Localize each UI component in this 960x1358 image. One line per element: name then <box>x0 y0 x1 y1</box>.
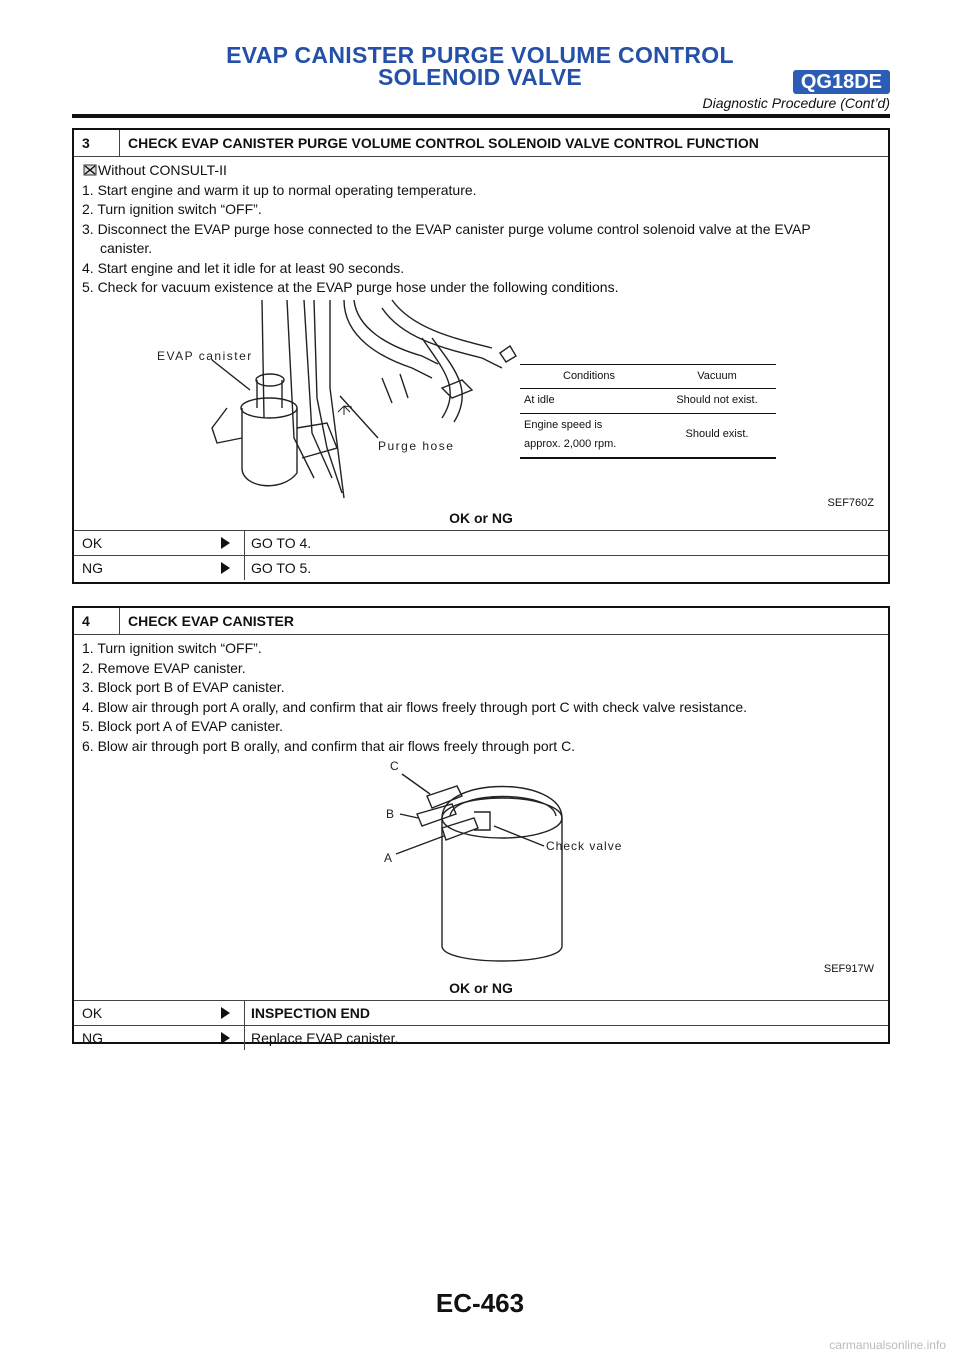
step-3-number: 3 <box>74 130 120 156</box>
result-key: NG <box>82 1030 103 1046</box>
step-3-line-2: 2. Turn ignition switch “OFF”. <box>82 201 262 217</box>
evap-canister-label: EVAP canister <box>157 348 253 363</box>
engine-code-badge: QG18DE <box>793 70 890 94</box>
canister-ports-illustration <box>82 756 882 980</box>
step-3-line-5: 5. Check for vacuum existence at the EVAP purge hose under the following conditions. <box>82 279 619 295</box>
step-3-result-ok <box>74 530 888 555</box>
step-4-body <box>74 635 888 980</box>
page-title-line1: EVAP CANISTER PURGE VOLUME CONTROL <box>226 42 734 68</box>
step-4-number: 4 <box>74 608 120 634</box>
step-4-line-2: 2. Remove EVAP canister. <box>82 659 246 676</box>
result-key: OK <box>82 1005 103 1021</box>
step-4-line-1: 1. Turn ignition switch “OFF”. <box>82 640 262 656</box>
step-4-ok-or-ng: OK or NG <box>449 980 513 996</box>
consult-mode-line <box>82 161 880 181</box>
page-number: EC-463 <box>435 1288 525 1318</box>
result-value: GO TO 5. <box>244 556 311 580</box>
figure-code-sef760z: SEF760Z <box>827 496 874 509</box>
vacuum-at-idle: Should not exist. <box>676 394 758 406</box>
figure-code-sef917w: SEF917W <box>823 963 874 975</box>
step-3-line-3b: canister. <box>100 240 153 256</box>
arrow-right-icon <box>221 562 230 574</box>
port-b-label: B <box>386 807 395 821</box>
step-3-ok-or-ng: OK or NG <box>449 509 513 526</box>
footer-watermark: carmanualsonline.info <box>829 1338 946 1352</box>
cond-2000rpm-line1: Engine speed is <box>524 418 603 431</box>
check-valve-label: Check valve <box>546 839 623 853</box>
arrow-right-icon <box>221 1032 230 1044</box>
section-subtitle: Diagnostic Procedure (Cont’d) <box>702 95 890 111</box>
step-3-result-ng <box>74 555 888 580</box>
vacuum-2000rpm: Should exist. <box>685 428 749 441</box>
result-value: INSPECTION END <box>244 1001 370 1025</box>
no-consult-icon <box>82 163 98 177</box>
step-3-line-3: 3. Disconnect the EVAP purge hose connected to the EVAP canister purge volume control solenoid valve at the EVAP <box>82 220 811 237</box>
step-4-title: CHECK EVAP CANISTER <box>128 613 294 629</box>
cond-2000rpm-line2: approx. 2,000 rpm. <box>524 438 617 450</box>
vacuum-header: Vacuum <box>697 369 737 382</box>
step-4-result-ng <box>74 1025 888 1050</box>
header-rule <box>72 114 890 118</box>
step-4-line-5: 5. Block port A of EVAP canister. <box>82 718 284 734</box>
evap-canister-hose-figure <box>82 298 880 510</box>
conditions-header: Conditions <box>563 369 615 382</box>
step-4-line-3: 3. Block port B of EVAP canister. <box>82 679 285 695</box>
cond-at-idle: At idle <box>524 394 555 406</box>
step-4-header <box>74 608 888 635</box>
arrow-right-icon <box>221 537 230 549</box>
result-value: Replace EVAP canister. <box>244 1026 398 1050</box>
result-key: OK <box>82 534 103 551</box>
step-4-line-4: 4. Blow air through port A orally, and confirm that air flows freely through port C with check valve resistance. <box>82 698 748 715</box>
step-4-result-ok <box>74 1000 888 1025</box>
step-4-block <box>72 606 890 1044</box>
cond-2000rpm <box>520 413 658 458</box>
step-3-line-1: 1. Start engine and warm it up to normal operating temperature. <box>82 181 477 198</box>
step-3-body <box>74 157 888 510</box>
port-c-label: C <box>390 759 399 773</box>
result-key: NG <box>82 559 103 576</box>
consult-mode-label: Without CONSULT-II <box>98 162 227 178</box>
step-3-block <box>72 128 890 584</box>
step-4-line-6: 6. Blow air through port B orally, and confirm that air flows freely through port C. <box>82 737 576 754</box>
step-3-header <box>74 130 888 157</box>
vacuum-conditions-table <box>520 364 776 459</box>
step-3-title: CHECK EVAP CANISTER PURGE VOLUME CONTROL SOLENOID VALVE CONTROL FUNCTION <box>128 135 759 151</box>
purge-hose-label: Purge hose <box>378 438 455 453</box>
result-value: GO TO 4. <box>244 531 311 555</box>
page-title-line2: SOLENOID VALVE <box>378 64 582 90</box>
port-a-label: A <box>384 851 393 865</box>
evap-canister-ports-figure <box>82 756 880 980</box>
step-3-line-4: 4. Start engine and let it idle for at least 90 seconds. <box>82 259 405 276</box>
arrow-right-icon <box>221 1007 230 1019</box>
